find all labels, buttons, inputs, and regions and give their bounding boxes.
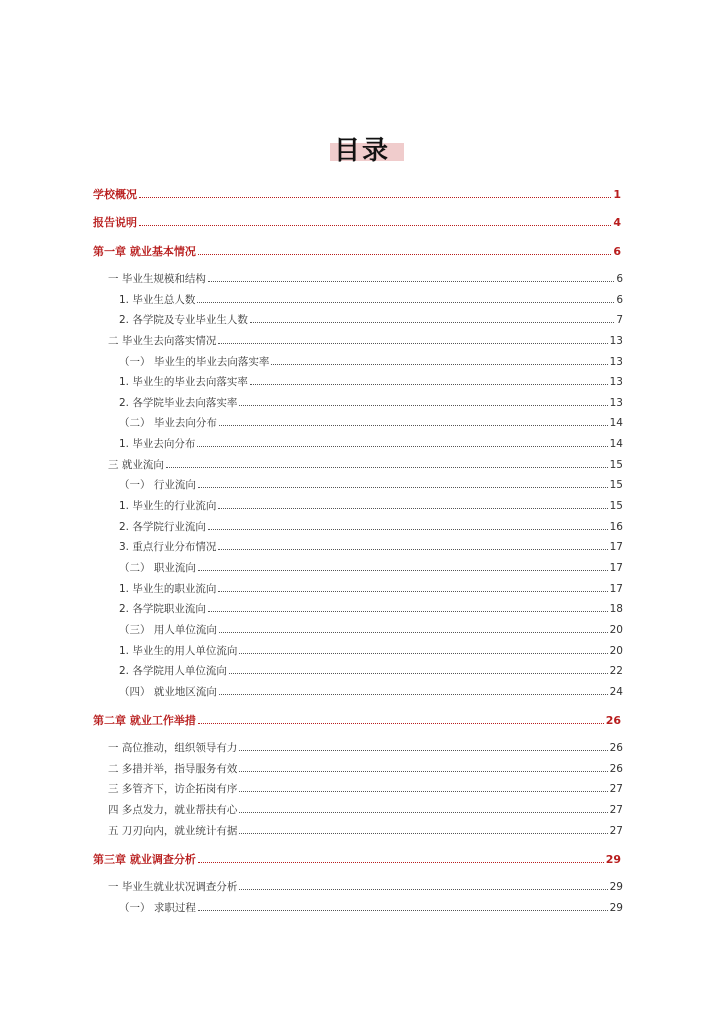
toc-page-number: 26 <box>609 742 623 754</box>
toc-entry[interactable] <box>119 354 623 369</box>
toc-entry[interactable] <box>108 271 623 286</box>
toc-entry-label: 1. 毕业去向分布 <box>119 438 196 450</box>
toc-leader-dots <box>219 693 608 695</box>
toc-entry[interactable] <box>119 643 623 658</box>
toc-entry-label: （四） 就业地区流向 <box>119 686 217 698</box>
toc-entry[interactable] <box>119 415 623 430</box>
toc-page-number: 4 <box>613 216 621 229</box>
toc-entry-label: 1. 毕业生的用人单位流向 <box>119 645 238 657</box>
toc-entry-label: 三 多管齐下，访企拓岗有序 <box>108 783 238 795</box>
toc-page-number: 29 <box>609 881 623 893</box>
toc-leader-dots <box>198 486 608 488</box>
toc-leader-dots <box>229 672 608 674</box>
toc-page-number: 16 <box>609 521 623 533</box>
toc-entry[interactable] <box>119 900 623 915</box>
toc-leader-dots <box>239 749 607 751</box>
toc-entry-label: 2. 各学院行业流向 <box>119 521 206 533</box>
toc-page-number: 27 <box>609 825 623 837</box>
toc-leader-dots <box>198 861 604 863</box>
toc-entry-label: 第三章 就业调查分析 <box>93 853 196 866</box>
toc-entry-label: 2. 各学院职业流向 <box>119 603 206 615</box>
toc-entry-label: 1. 毕业生的行业流向 <box>119 500 217 512</box>
toc-entry-label: 一 毕业生就业状况调查分析 <box>108 881 238 893</box>
toc-entry[interactable] <box>108 761 623 776</box>
toc-entry-label: 一 毕业生规模和结构 <box>108 273 206 285</box>
toc-leader-dots <box>208 528 608 530</box>
toc-page-number: 6 <box>613 245 621 258</box>
toc-leader-dots <box>198 722 604 724</box>
toc-leader-dots <box>208 280 614 282</box>
toc-page-number: 14 <box>609 417 623 429</box>
toc-entry-label: 2. 各学院毕业去向落实率 <box>119 397 238 409</box>
toc-leader-dots <box>219 424 608 426</box>
toc-entry-label: 1. 毕业生的毕业去向落实率 <box>119 376 248 388</box>
toc-entry[interactable] <box>93 851 621 867</box>
toc-leader-dots <box>219 631 608 633</box>
toc-leader-dots <box>239 811 607 813</box>
toc-leader-dots <box>166 466 608 468</box>
toc-entry[interactable] <box>119 622 623 637</box>
toc-entry-label: （二） 毕业去向分布 <box>119 417 217 429</box>
toc-entry-label: 四 多点发力，就业帮扶有心 <box>108 804 238 816</box>
toc-entry-label: 1. 毕业生总人数 <box>119 294 196 306</box>
toc-leader-dots <box>139 196 611 198</box>
toc-entry[interactable] <box>119 395 623 410</box>
toc-entry[interactable] <box>93 243 621 259</box>
toc-page-number: 20 <box>609 645 623 657</box>
toc-entry[interactable] <box>119 312 623 327</box>
toc-entry-label: （三） 用人单位流向 <box>119 624 217 636</box>
toc-page-number: 15 <box>609 459 623 471</box>
toc-leader-dots <box>239 770 607 772</box>
toc-leader-dots <box>197 301 614 303</box>
toc-entry[interactable] <box>108 879 623 894</box>
toc-entry-label: 三 就业流向 <box>108 459 164 471</box>
toc-entry[interactable] <box>119 560 623 575</box>
toc-leader-dots <box>218 342 607 344</box>
toc-entry[interactable] <box>119 498 623 513</box>
toc-leader-dots <box>218 590 607 592</box>
toc-page-number: 18 <box>609 603 623 615</box>
toc-entry[interactable] <box>119 519 623 534</box>
toc-page-number: 26 <box>609 763 623 775</box>
toc-entry[interactable] <box>108 457 623 472</box>
toc-page-number: 1 <box>613 188 621 201</box>
toc-entry[interactable] <box>119 477 623 492</box>
toc-entry-label: 1. 毕业生的职业流向 <box>119 583 217 595</box>
toc-page-number: 13 <box>609 356 623 368</box>
toc-leader-dots <box>250 321 614 323</box>
toc-entry-label: 二 毕业生去向落实情况 <box>108 335 217 347</box>
toc-entry-label: （一） 毕业生的毕业去向落实率 <box>119 356 270 368</box>
toc-entry[interactable] <box>119 374 623 389</box>
toc-entry[interactable] <box>119 436 623 451</box>
toc-entry[interactable] <box>119 601 623 616</box>
toc-entry[interactable] <box>119 663 623 678</box>
toc-leader-dots <box>239 652 607 654</box>
toc-leader-dots <box>239 832 607 834</box>
toc-leader-dots <box>197 445 607 447</box>
toc-page-number: 17 <box>609 583 623 595</box>
toc-page-number: 13 <box>609 335 623 347</box>
toc-entry-label: 第一章 就业基本情况 <box>93 245 196 258</box>
toc-page-number: 15 <box>609 479 623 491</box>
toc-page-number: 17 <box>609 562 623 574</box>
toc-entry-label: 五 刀刃向内，就业统计有据 <box>108 825 238 837</box>
toc-page-number: 13 <box>609 397 623 409</box>
toc-entry[interactable] <box>119 581 623 596</box>
toc-entry-label: 学校概况 <box>93 188 137 201</box>
toc-entry-label: （一） 行业流向 <box>119 479 196 491</box>
toc-page-number: 24 <box>609 686 623 698</box>
toc-page-number: 29 <box>605 853 621 866</box>
toc-entry-label: 二 多措并举，指导服务有效 <box>108 763 238 775</box>
toc-page-number: 15 <box>609 500 623 512</box>
toc-leader-dots <box>239 404 607 406</box>
toc-page-number: 13 <box>609 376 623 388</box>
title-container <box>0 130 724 167</box>
toc-page-number: 6 <box>616 273 623 285</box>
toc-entry-label: 一 高位推动，组织领导有力 <box>108 742 238 754</box>
page-title: 目录 <box>333 136 390 166</box>
toc-leader-dots <box>139 224 611 226</box>
toc-entry-label: （二） 职业流向 <box>119 562 196 574</box>
toc-leader-dots <box>271 363 607 365</box>
toc-leader-dots <box>218 507 607 509</box>
toc-entry[interactable] <box>93 214 621 230</box>
toc-page-number: 7 <box>616 314 623 326</box>
toc-page-number: 14 <box>609 438 623 450</box>
toc-leader-dots <box>239 790 607 792</box>
toc-leader-dots <box>250 383 608 385</box>
toc-entry-label: 2. 各学院及专业毕业生人数 <box>119 314 248 326</box>
toc-entry[interactable] <box>108 333 623 348</box>
toc-leader-dots <box>208 610 608 612</box>
toc-entry[interactable] <box>93 712 621 728</box>
toc-entry-label: 2. 各学院用人单位流向 <box>119 665 227 677</box>
toc-page-number: 27 <box>609 783 623 795</box>
toc-entry-label: 第二章 就业工作举措 <box>93 714 196 727</box>
toc-entry[interactable] <box>119 539 623 554</box>
toc-leader-dots <box>239 888 607 890</box>
toc-leader-dots <box>198 909 608 911</box>
toc-entry-label: 报告说明 <box>93 216 137 229</box>
toc-entry-label: 3. 重点行业分布情况 <box>119 541 217 553</box>
toc-entry[interactable] <box>93 186 621 202</box>
toc-leader-dots <box>218 548 607 550</box>
toc-page-number: 29 <box>609 902 623 914</box>
toc-page-number: 26 <box>605 714 621 727</box>
toc-entry-label: （一） 求职过程 <box>119 902 196 914</box>
toc-leader-dots <box>198 569 608 571</box>
toc-page-number: 6 <box>616 294 623 306</box>
toc-entry[interactable] <box>108 781 623 796</box>
toc-entry[interactable] <box>108 740 623 755</box>
toc-page-number: 22 <box>609 665 623 677</box>
toc-page-number: 20 <box>609 624 623 636</box>
toc-entry[interactable] <box>108 802 623 817</box>
toc-page-number: 17 <box>609 541 623 553</box>
toc-page-number: 27 <box>609 804 623 816</box>
toc-entry[interactable] <box>119 292 623 307</box>
toc-entry[interactable] <box>119 684 623 699</box>
toc-entry[interactable] <box>108 823 623 838</box>
toc-leader-dots <box>198 253 612 255</box>
